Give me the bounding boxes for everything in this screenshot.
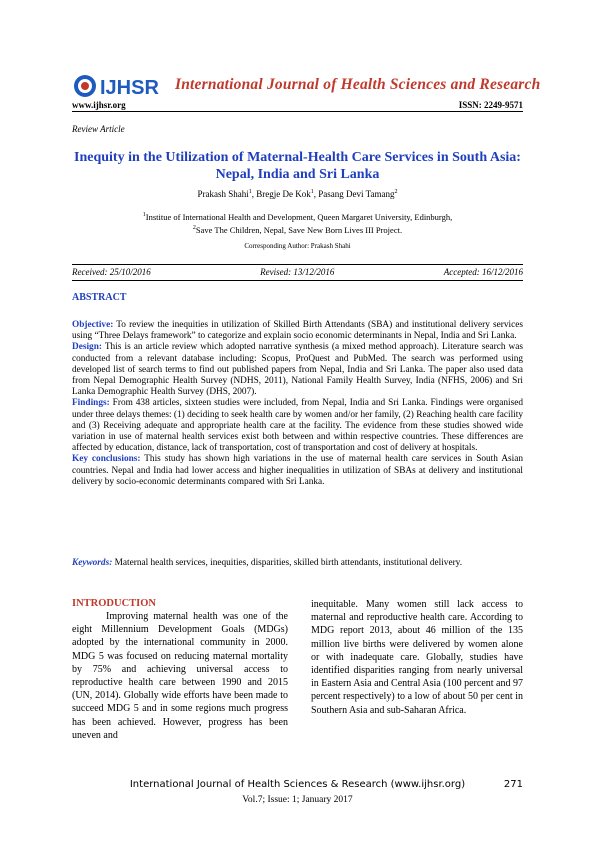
article-type: Review Article <box>72 124 125 134</box>
intro-paragraph: Improving maternal health was one of the eight Millennium Development Goals (MDGs) adopted by the international community in 2000. MDG 5 was focused on reducing maternal mortality by 75% and achieving universal access to reproductive health care between 1990 and 2015 (UN, 2014). Globally wide efforts have been made to succeed MDG 5 and in some regions much progress has been achieved. However, progress has been uneven and <box>72 611 288 741</box>
abstract-design <box>72 342 523 398</box>
journal-name: International Journal of Health Sciences and Research <box>175 76 541 93</box>
footer-volume: Vol.7; Issue: 1; January 2017 <box>242 795 353 805</box>
author-sup: 1 <box>248 189 252 195</box>
accepted-date: Accepted: 16/12/2016 <box>443 267 523 277</box>
intro-paragraph-continued: inequitable. Many women still lack access to maternal and reproductive health care. According to MDG report 2013, about 46 million of the 135 million live births were delivered by women alone or with inadequate care. Globally, studies have identified disparities ranging from nearly universal in Eastern Asia and Central Asia (100 percent and 97 percent respectively) to a low of about 50 per cent in Southern Asia and sub-Saharan Africa. <box>311 599 523 716</box>
author-list: Prakash Shahi$^1$, Bregje De Kok$^1$, Pasang Devi Tamang$^2$ <box>197 189 398 199</box>
author-name: Pasang Devi Tamang <box>318 189 395 199</box>
abstract-conclusions <box>72 454 523 488</box>
abstract-heading: ABSTRACT <box>72 292 127 303</box>
revised-date: Revised: 13/12/2016 <box>260 267 335 277</box>
design-label: Design: <box>72 342 102 353</box>
dates-rule-bottom <box>72 280 523 281</box>
article-title: Inequity in the Utilization of Maternal-Health Care Services in South Asia: Nepal, India and Sri Lanka <box>74 150 521 182</box>
journal-url[interactable]: www.ijhsr.org <box>72 100 126 110</box>
objective-label: Objective: <box>72 320 114 330</box>
keywords-text: Maternal health services, inequities, disparities, skilled birth attendants, institutional delivery. <box>112 558 463 568</box>
journal-logo <box>72 72 162 100</box>
page-number: 271 <box>503 779 523 790</box>
corresponding-author: Corresponding Author: Prakash Shahi <box>244 242 351 250</box>
intro-column-right <box>311 598 523 717</box>
affiliations <box>72 210 523 236</box>
affiliation-sup: 2 <box>192 224 196 231</box>
conclusions-label: Key conclusions: <box>72 454 141 465</box>
issn: ISSN: 2249-9571 <box>458 100 523 110</box>
findings-text: From 438 articles, sixteen studies were included, from Nepal, India and Sri Lanka. Findings were organised under three delays themes: (1) deciding to seek health care by women and/or her family, (2) Reaching health care facility and (3) Receiving adequate and appropriate health care at the facility. The evidence from these studies showed wide variation in use of maternal health services exist both between and within respective countries. These differences are affected by education, distance, lack of transportation, cost of transportation and cost of delivery at hospitals. <box>72 398 523 454</box>
abstract-findings <box>72 398 523 454</box>
header-divider <box>72 111 523 112</box>
introduction-heading: INTRODUCTION <box>72 598 157 609</box>
keywords-label: Keywords: <box>72 558 113 568</box>
intro-column-left <box>72 610 288 742</box>
footer-journal: International Journal of Health Sciences & Research (www.ijhsr.org) <box>129 779 466 790</box>
received-date: Received: 25/10/2016 <box>72 267 151 277</box>
affiliation-text: Institue of International Health and Development, Queen Margaret University, Edinburgh, <box>145 211 453 222</box>
article-dates <box>72 267 523 277</box>
author-name: Bregje De Kok <box>256 189 311 199</box>
affiliation-sup: 1 <box>142 212 146 218</box>
conclusions-text: This study has shown high variations in the use of maternal health care services in South Asian countries. Nepal and India had lower access and higher inequalities in utilization of SBAs at delivery and institutional delivery by socio-economic determinants compared with Sri Lanka. <box>72 454 524 487</box>
abstract-body <box>72 320 523 488</box>
objective-text: To review the inequities in utilization of Skilled Birth Attendants (SBA) and institutional delivery services using “Three Delays framework” to categorize and explain socio economic determinants in Nepal, India and Sri Lanka. <box>72 320 523 342</box>
logo-text: IJHSR <box>100 77 159 99</box>
author-name: Prakash Shahi <box>197 189 249 199</box>
keywords <box>72 558 523 570</box>
findings-label: Findings: <box>72 398 110 409</box>
affiliation-text: Save The Children, Nepal, Save New Born Lives III Project. <box>195 224 403 235</box>
design-text: This is an article review which adopted narrative synthesis (a mixed method approach). Literature search was conducted from a relevant database including: Scopus, ProQuest and PubMed. The search was performed using developed list of search terms to find out published papers from Nepal, India and Sri Lanka. The paper also used data from Nepal Demographic Health Survey (NDHS, 2011), National Family Health Survey, India (NFHS, 2006) and Sri Lanka Demographic Health Survey (DHS, 2007). <box>72 342 523 398</box>
author-sup: 1 <box>310 189 314 195</box>
author-sup: 2 <box>394 189 398 195</box>
dates-rule-top <box>72 264 523 265</box>
abstract-objective <box>72 320 523 342</box>
